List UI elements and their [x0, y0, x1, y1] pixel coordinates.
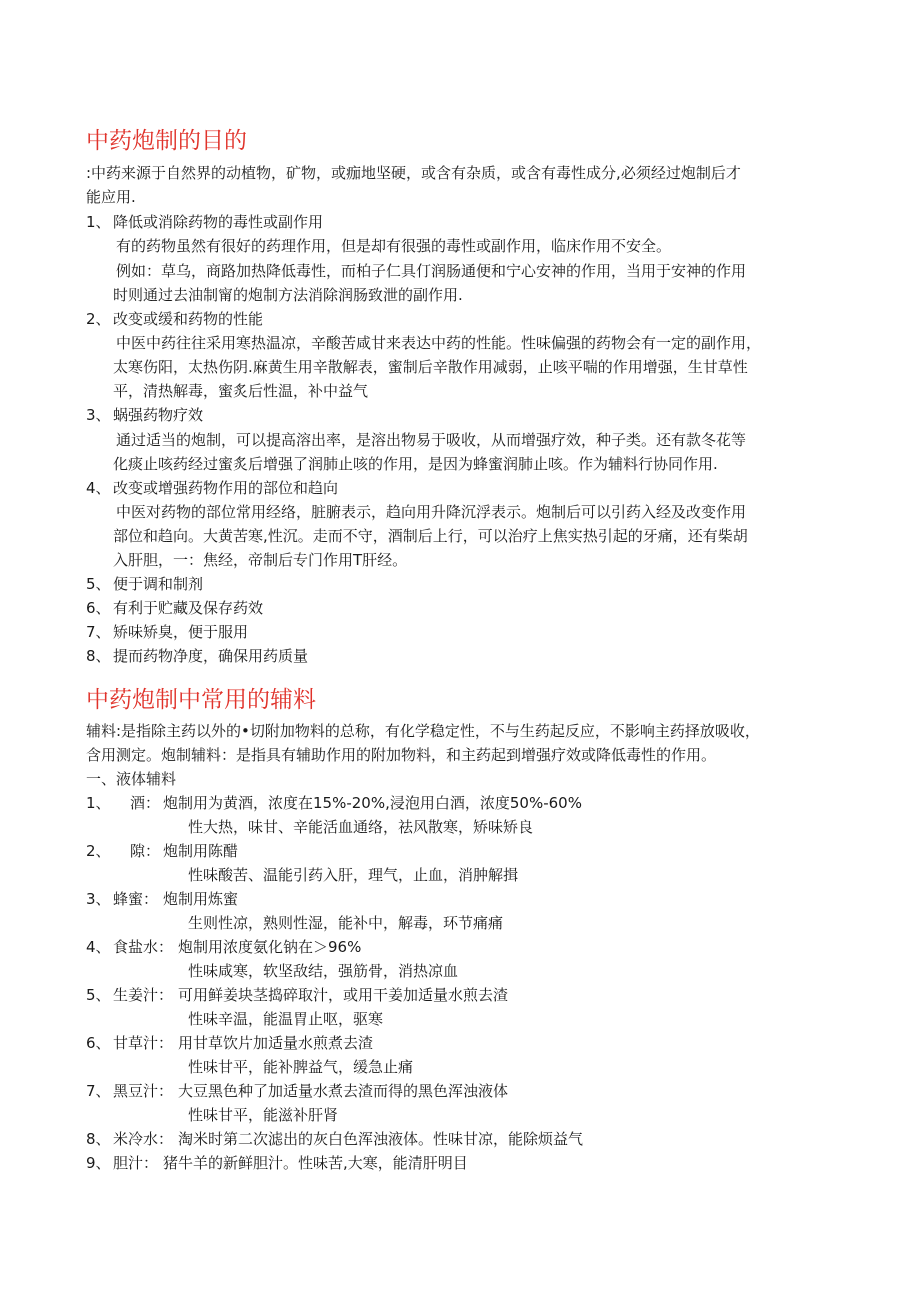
- aux-number: 8、: [86, 1130, 111, 1148]
- item-number: 7、: [86, 623, 111, 641]
- intro-line: :中药来源于自然界的动植物，矿物，或痂地坚硬，或含有杂质，或含有毒性成分,必须经过炮制后才: [86, 164, 741, 182]
- aux-desc: 炮制用陈醋: [163, 842, 239, 860]
- subheading: 一、液体辅料: [86, 770, 177, 788]
- item-number: 6、: [86, 599, 111, 617]
- item-body-line: 部位和趋向。大黄苦寒,性沉。走而不守，酒制后上行，可以治疗上焦实热引起的牙痛，还有柴胡: [113, 527, 748, 545]
- aux-name: 胆汁：: [113, 1154, 159, 1172]
- aux-detail: 性味辛温，能温胃止呕，驱寒: [188, 1010, 384, 1028]
- aux-number: 1、: [86, 794, 111, 812]
- item-title: 蜗强药物疗效: [113, 406, 204, 424]
- aux-desc: 炮制用炼蜜: [163, 890, 239, 908]
- aux-number: 7、: [86, 1082, 111, 1100]
- aux-name: 酒：: [130, 794, 161, 812]
- aux-name: 隙：: [130, 842, 161, 860]
- item-title: 改变或增强药物作用的部位和趋向: [113, 479, 339, 497]
- item-body-line: 化痰止咳药经过蜜炙后增强了润肺止咳的作用，是因为蜂蜜润肺止咳。作为辅料行协同作用.: [113, 455, 718, 473]
- item-title: 矫味矫臭，便于服用: [113, 623, 249, 641]
- aux-number: 5、: [86, 986, 111, 1004]
- item-number: 4、: [86, 479, 111, 497]
- aux-detail: 性味甘平，能滋补肝肾: [188, 1106, 339, 1124]
- item-title: 有利于贮藏及保存药效: [113, 599, 264, 617]
- aux-name: 黑豆汁：: [113, 1082, 174, 1100]
- aux-name: 米冷水：: [113, 1130, 174, 1148]
- item-body-line: 例如：草乌，商路加热降低毒性，而柏子仁具仃润肠通便和宁心安神的作用，当用于安神的作用: [116, 262, 747, 280]
- aux-name: 甘草汁：: [113, 1034, 174, 1052]
- item-title: 便于调和制剂: [113, 575, 204, 593]
- intro-line: 能应用.: [86, 188, 136, 206]
- item-body-line: 入肝胆，一：焦经，帝制后专门作用T肝经。: [113, 551, 408, 569]
- item-body-line: 平，清热解毒，蜜炙后性温，补中益气: [113, 382, 369, 400]
- item-number: 3、: [86, 406, 111, 424]
- item-body-line: 有的药物虽然有很好的药理作用，但是却有很强的毒性或副作用，临床作用不安全。: [116, 237, 672, 255]
- item-number: 5、: [86, 575, 111, 593]
- item-number: 8、: [86, 647, 111, 665]
- aux-name: 生姜汁：: [113, 986, 174, 1004]
- aux-desc: 炮制用浓度氨化钠在＞96%: [178, 938, 362, 956]
- aux-detail: 性大热，味甘、辛能活血通络，祛风散寒，矫味矫良: [188, 818, 534, 836]
- aux-detail: 性味酸苦、温能引药入肝，理气，止血，消肿解揖: [188, 866, 519, 884]
- item-body-line: 中医中药往往采用寒热温凉，辛酸苦咸甘来表达中药的性能。性味偏强的药物会有一定的副作用，: [116, 334, 762, 352]
- item-body-line: 太寒伤阳，太热伤阴.麻黄生用辛散解表，蜜制后辛散作用减弱，止咳平喘的作用增强，生甘草性: [113, 358, 748, 376]
- item-title: 降低或消除药物的毒性或副作用: [113, 213, 324, 231]
- aux-name: 食盐水：: [113, 938, 174, 956]
- aux-number: 4、: [86, 938, 111, 956]
- aux-number: 3、: [86, 890, 111, 908]
- item-body-line: 中医对药物的部位常用经络，脏腑表示，趋向用升降沉浮表示。炮制后可以引药入经及改变作用: [116, 503, 747, 521]
- aux-number: 6、: [86, 1034, 111, 1052]
- intro-line: 含用测定。炮制辅料：是指具有辅助作用的附加物料，和主药起到增强疗效或降低毒性的作用。: [86, 746, 717, 764]
- aux-desc: 猪牛羊的新鲜胆汁。性味苦,大寒，能清肝明目: [163, 1154, 468, 1172]
- item-title: 提而药物净度，确保用药质量: [113, 647, 309, 665]
- item-body-line: 时则通过去油制甯的炮制方法消除润肠致泄的副作用.: [113, 286, 463, 304]
- aux-name: 蜂蜜：: [113, 890, 159, 908]
- aux-desc: 用甘草饮片加适量水煎煮去渣: [178, 1034, 374, 1052]
- aux-desc: 大豆黑色种了加适量水煮去渣而得的黑色浑浊液体: [178, 1082, 509, 1100]
- aux-detail: 生则性凉，熟则性湿，能补中，解毒，环节痛痛: [188, 914, 504, 932]
- aux-number: 2、: [86, 842, 111, 860]
- item-number: 1、: [86, 213, 111, 231]
- aux-desc: 淘米时第二次滤出的灰白色浑浊液体。性味甘凉，能除烦益气: [178, 1130, 584, 1148]
- aux-desc: 可用鲜姜块茎捣碎取汁，或用干姜加适量水煎去渣: [178, 986, 509, 1004]
- section-title-purpose: 中药炮制的目的: [86, 128, 247, 154]
- section-title-auxiliaries: 中药炮制中常用的辅料: [86, 687, 316, 713]
- intro-line: 辅料:是指除主药以外的•切附加物料的总称，有化学稳定性，不与生药起反应，不影响主药择放吸收，: [86, 722, 760, 740]
- item-number: 2、: [86, 310, 111, 328]
- aux-detail: 性味咸寒，软坚敌结，强筋骨，消热凉血: [188, 962, 459, 980]
- item-title: 改变或缓和药物的性能: [113, 310, 264, 328]
- aux-detail: 性味甘平，能补脾益气，缓急止痛: [188, 1058, 414, 1076]
- aux-number: 9、: [86, 1154, 111, 1172]
- aux-desc: 炮制用为黄酒，浓度在15%-20%,浸泡用白酒，浓度50%-60%: [163, 794, 582, 812]
- item-body-line: 通过适当的炮制，可以提高溶出率，是溶出物易于吸收，从而增强疗效，种子类。还有款冬花等: [116, 431, 747, 449]
